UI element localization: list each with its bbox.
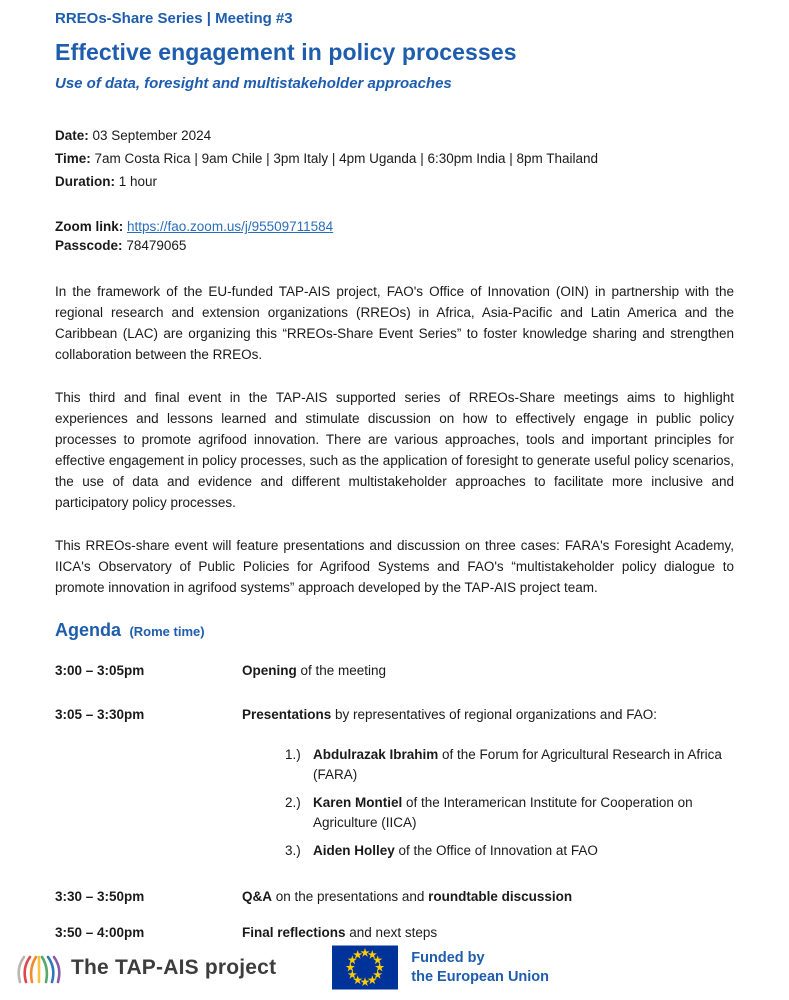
project-name: The TAP-AIS project — [71, 955, 277, 979]
body-text — [55, 281, 734, 598]
eu-flag-icon — [332, 945, 398, 990]
agenda-desc-text: and next steps — [345, 925, 438, 940]
zoom-line — [55, 217, 734, 236]
agenda-row-qa — [55, 887, 734, 907]
duration-label: Duration: — [55, 174, 115, 189]
paragraph-1: In the framework of the EU-funded TAP-AIS project, FAO's Office of Innovation (OIN) in partnership with the regional research and extension organizations (RREOs) in Africa, Asia-Pacific and Latin America and the Caribbean (LAC) are organizing this “RREOs-Share Event Series” to foster knowledge sharing and strengthen collaboration between the RREOs. — [55, 284, 734, 362]
event-details — [55, 124, 734, 193]
time-value: 7am Costa Rica | 9am Chile | 3pm Italy | 4pm Uganda | 6:30pm India | 8pm Thailand — [94, 151, 599, 166]
tap-ais-logo-icon — [15, 948, 63, 988]
page-subtitle: Use of data, foresight and multistakeholder approaches — [55, 75, 452, 92]
agenda-desc-text: by representatives of regional organizations and FAO: — [331, 707, 657, 722]
agenda-title: Agenda — [55, 620, 122, 640]
paragraph-3: This RREOs-share event will feature presentations and discussion on three cases: FARA's Foresight Academy, IICA's Observatory of Public Policies for Agrifood Systems and FAO's “multistakeholder policy dialogue to promote innovation in agrifood systems” approach developed by the TAP-AIS project team. — [55, 538, 734, 595]
agenda-desc-text: of the meeting — [296, 663, 387, 678]
speaker-affiliation: of the Forum for Agricultural Research in Africa (FARA) — [313, 747, 722, 782]
speaker-entry — [313, 841, 734, 861]
list-item — [285, 745, 734, 785]
speaker-number: 2.) — [285, 795, 301, 810]
agenda-description — [242, 923, 734, 943]
agenda-description — [242, 887, 734, 907]
agenda-table — [55, 661, 734, 943]
list-item — [285, 793, 734, 833]
speaker-affiliation: of the Interamerican Institute for Cooperation on Agriculture (IICA) — [313, 795, 693, 830]
time-label: Time: — [55, 151, 91, 166]
eu-funding-text — [411, 949, 549, 987]
date-line — [55, 124, 734, 147]
series-heading: RREOs-Share Series | Meeting #3 — [55, 10, 293, 27]
agenda-desc-bold: Presentations — [242, 707, 332, 722]
agenda-row-presentations — [55, 705, 734, 725]
agenda-time: 3:05 – 3:30pm — [55, 707, 145, 722]
agenda-description — [242, 705, 734, 725]
speaker-entry — [313, 745, 734, 785]
zoom-link[interactable]: https://fao.zoom.us/j/95509711584 — [127, 219, 334, 234]
agenda-time: 3:50 – 4:00pm — [55, 925, 145, 940]
speaker-name: Aiden Holley — [313, 843, 395, 858]
footer — [15, 945, 759, 990]
time-line — [55, 147, 734, 170]
european-union-line: the European Union — [411, 968, 550, 985]
duration-line — [55, 170, 734, 193]
page-title: Effective engagement in policy processes — [55, 39, 517, 65]
agenda-desc-bold: Q&A — [242, 889, 272, 904]
agenda-time: 3:00 – 3:05pm — [55, 663, 145, 678]
passcode-label: Passcode: — [55, 238, 123, 253]
agenda-desc-bold: Final reflections — [242, 925, 346, 940]
date-value: 03 September 2024 — [92, 128, 212, 143]
agenda-row-reflections — [55, 923, 734, 943]
speaker-number: 3.) — [285, 843, 301, 858]
eu-funding-attribution — [332, 945, 549, 990]
date-label: Date: — [55, 128, 89, 143]
duration-value: 1 hour — [118, 174, 158, 189]
speaker-number: 1.) — [285, 747, 301, 762]
list-item — [285, 841, 734, 861]
speaker-name: Karen Montiel — [313, 795, 403, 810]
agenda-description — [242, 661, 734, 681]
funded-by-line: Funded by — [411, 949, 485, 966]
speaker-affiliation: of the Office of Innovation at FAO — [394, 843, 598, 858]
agenda-row-opening — [55, 661, 734, 681]
agenda-desc-text: on the presentations and — [272, 889, 429, 904]
agenda-desc-bold: Opening — [242, 663, 297, 678]
agenda-heading — [55, 620, 734, 641]
agenda-timezone-note: (Rome time) — [129, 624, 205, 639]
paragraph-2: This third and final event in the TAP-AIS supported series of RREOs-Share meetings aims to highlight experiences and lessons learned and stimulate discussion on how to effectively engage in public policy processes to promote agrifood innovation. There are various approaches, tools and important principles for effective engagement in policy processes, such as the application of foresight to generate useful policy scenarios, the use of data and evidence and different multistakeholder approaches to facilitate more inclusive and participatory policy processes. — [55, 390, 734, 510]
zoom-details — [55, 217, 734, 255]
zoom-label: Zoom link: — [55, 219, 124, 234]
speaker-list — [285, 745, 734, 861]
agenda-time: 3:30 – 3:50pm — [55, 889, 145, 904]
speaker-entry — [313, 793, 734, 833]
passcode-value: 78479065 — [126, 238, 187, 253]
speaker-name: Abdulrazak Ibrahim — [313, 747, 439, 762]
agenda-desc-bold2: roundtable discussion — [428, 889, 573, 904]
tap-ais-logo — [15, 948, 276, 988]
passcode-line — [55, 236, 734, 255]
